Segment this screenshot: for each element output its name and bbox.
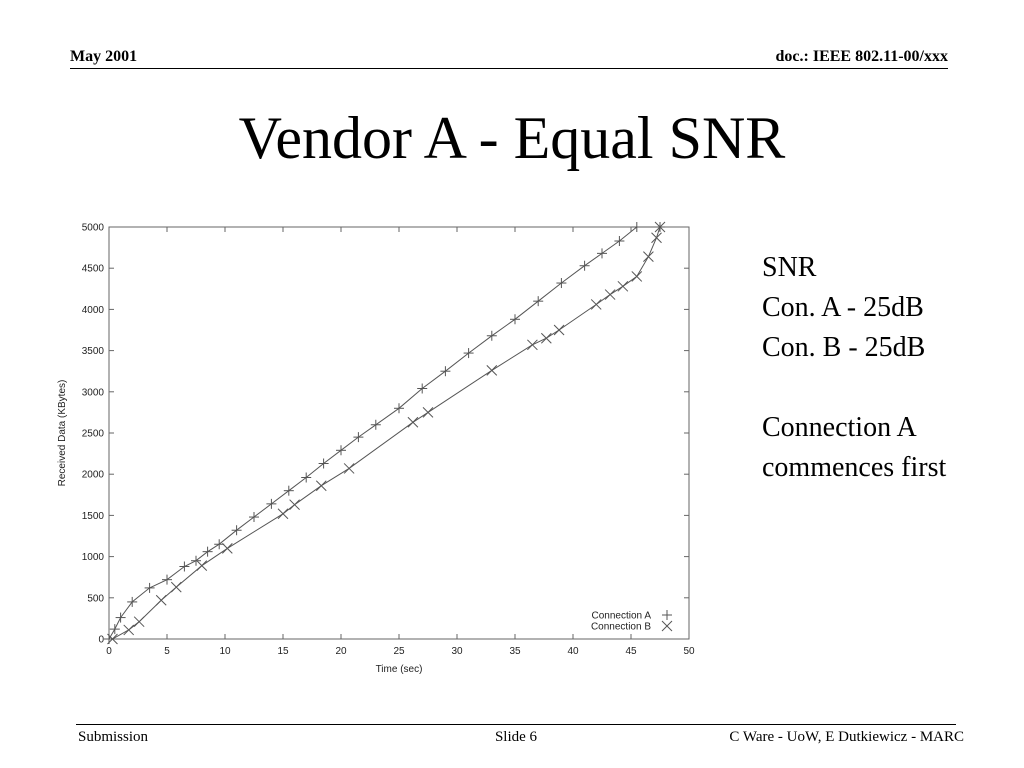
header-doc-id: doc.: IEEE 802.11-00/xxx [775,48,948,65]
data-point-connection-b [591,299,601,309]
data-point-connection-a [284,486,294,496]
x-tick-label: 15 [277,646,289,657]
series-markers [104,222,665,644]
snr-notes [762,248,946,488]
chart [50,212,720,682]
data-point-connection-b [290,500,300,510]
y-tick-label: 2500 [81,428,104,440]
x-tick-label: 0 [106,646,112,657]
y-tick-label: 3500 [81,346,104,358]
x-tick-label: 35 [509,646,521,657]
y-axis-label: Received Data (KBytes) [57,379,68,487]
data-point-connection-a [116,613,126,623]
data-point-connection-b [278,509,288,519]
x-tick-label: 10 [219,646,231,657]
legend [591,610,672,633]
data-point-connection-a [533,296,543,306]
data-point-connection-b [652,233,662,243]
y-tick-label: 5000 [81,222,104,234]
data-point-connection-b [344,463,354,473]
x-tick-label: 45 [625,646,637,657]
legend-label: Connection B [590,621,651,633]
notes-snr-heading: SNR [762,252,817,283]
data-point-connection-a [127,597,137,607]
y-tick-label: 500 [87,593,104,605]
data-point-connection-a [336,445,346,455]
data-point-connection-a [232,525,242,535]
data-point-connection-b [487,365,497,375]
data-point-connection-a [249,512,259,522]
data-point-connection-b [541,333,551,343]
data-point-connection-a [464,348,474,358]
data-point-connection-b [605,290,615,300]
x-axis-label: Time (sec) [375,664,423,675]
data-point-connection-b [643,252,653,262]
data-point-connection-a [145,583,155,593]
data-point-connection-a [632,222,642,232]
data-point-connection-b [171,582,181,592]
data-point-connection-b [156,595,166,605]
y-tick-label: 4000 [81,304,104,316]
data-point-connection-b [316,481,326,491]
data-point-connection-a [110,624,120,634]
footer-slide-number: Slide 6 [494,729,538,745]
data-point-connection-a [191,556,201,566]
data-point-connection-a [487,331,497,341]
legend-marker [662,610,672,620]
y-tick-label: 2000 [81,469,104,481]
plot-frame [109,227,689,639]
series-line-connection-b [113,227,661,639]
data-point-connection-b [423,407,433,417]
data-point-connection-a [556,278,566,288]
x-tick-label: 20 [335,646,347,657]
data-point-connection-b [554,325,564,335]
data-point-connection-a [510,314,520,324]
data-point-connection-a [203,547,213,557]
data-point-connection-b [408,417,418,427]
y-tick-label: 1000 [81,552,104,564]
footer-submission: Submission [78,729,149,745]
x-tick-label: 50 [683,646,695,657]
data-point-connection-a [319,458,329,468]
data-point-connection-a [162,575,172,585]
notes-spacer [762,368,946,408]
header-date: May 2001 [70,48,138,65]
data-point-connection-b [618,281,628,291]
data-point-connection-b [197,561,207,571]
data-point-connection-b [222,543,232,553]
y-tick-label: 4500 [81,263,104,275]
y-tick-label: 3000 [81,387,104,399]
series-line-connection-a [109,227,660,639]
data-point-connection-a [614,236,624,246]
data-point-connection-a [597,248,607,258]
slide-title: Vendor A - Equal SNR [238,105,786,171]
data-point-connection-a [179,561,189,571]
x-tick-label: 30 [451,646,463,657]
data-point-connection-a [353,432,363,442]
data-point-connection-b [134,617,144,627]
data-point-connection-a [440,366,450,376]
footer-authors: C Ware - UoW, E Dutkiewicz - MARC [729,729,964,745]
notes-con-a: Con. A - 25dB [762,292,924,323]
notes-con-b: Con. B - 25dB [762,332,926,363]
series-lines [109,227,660,639]
data-point-connection-a [371,420,381,430]
footer-rule [76,724,956,725]
data-point-connection-a [301,472,311,482]
y-tick-label: 0 [98,634,104,646]
x-tick-label: 25 [393,646,405,657]
notes-commences-first: commences first [762,452,947,483]
x-tick-label: 40 [567,646,579,657]
y-tick-label: 1500 [81,510,104,522]
header-rule [70,68,948,69]
legend-label: Connection A [591,610,651,622]
data-point-connection-b [124,625,134,635]
x-tick-label: 5 [164,646,170,657]
legend-marker [662,621,672,631]
data-point-connection-b [632,271,642,281]
notes-connection-a: Connection A [762,412,917,443]
data-point-connection-a [266,499,276,509]
data-point-connection-b [527,340,537,350]
data-point-connection-a [580,261,590,271]
